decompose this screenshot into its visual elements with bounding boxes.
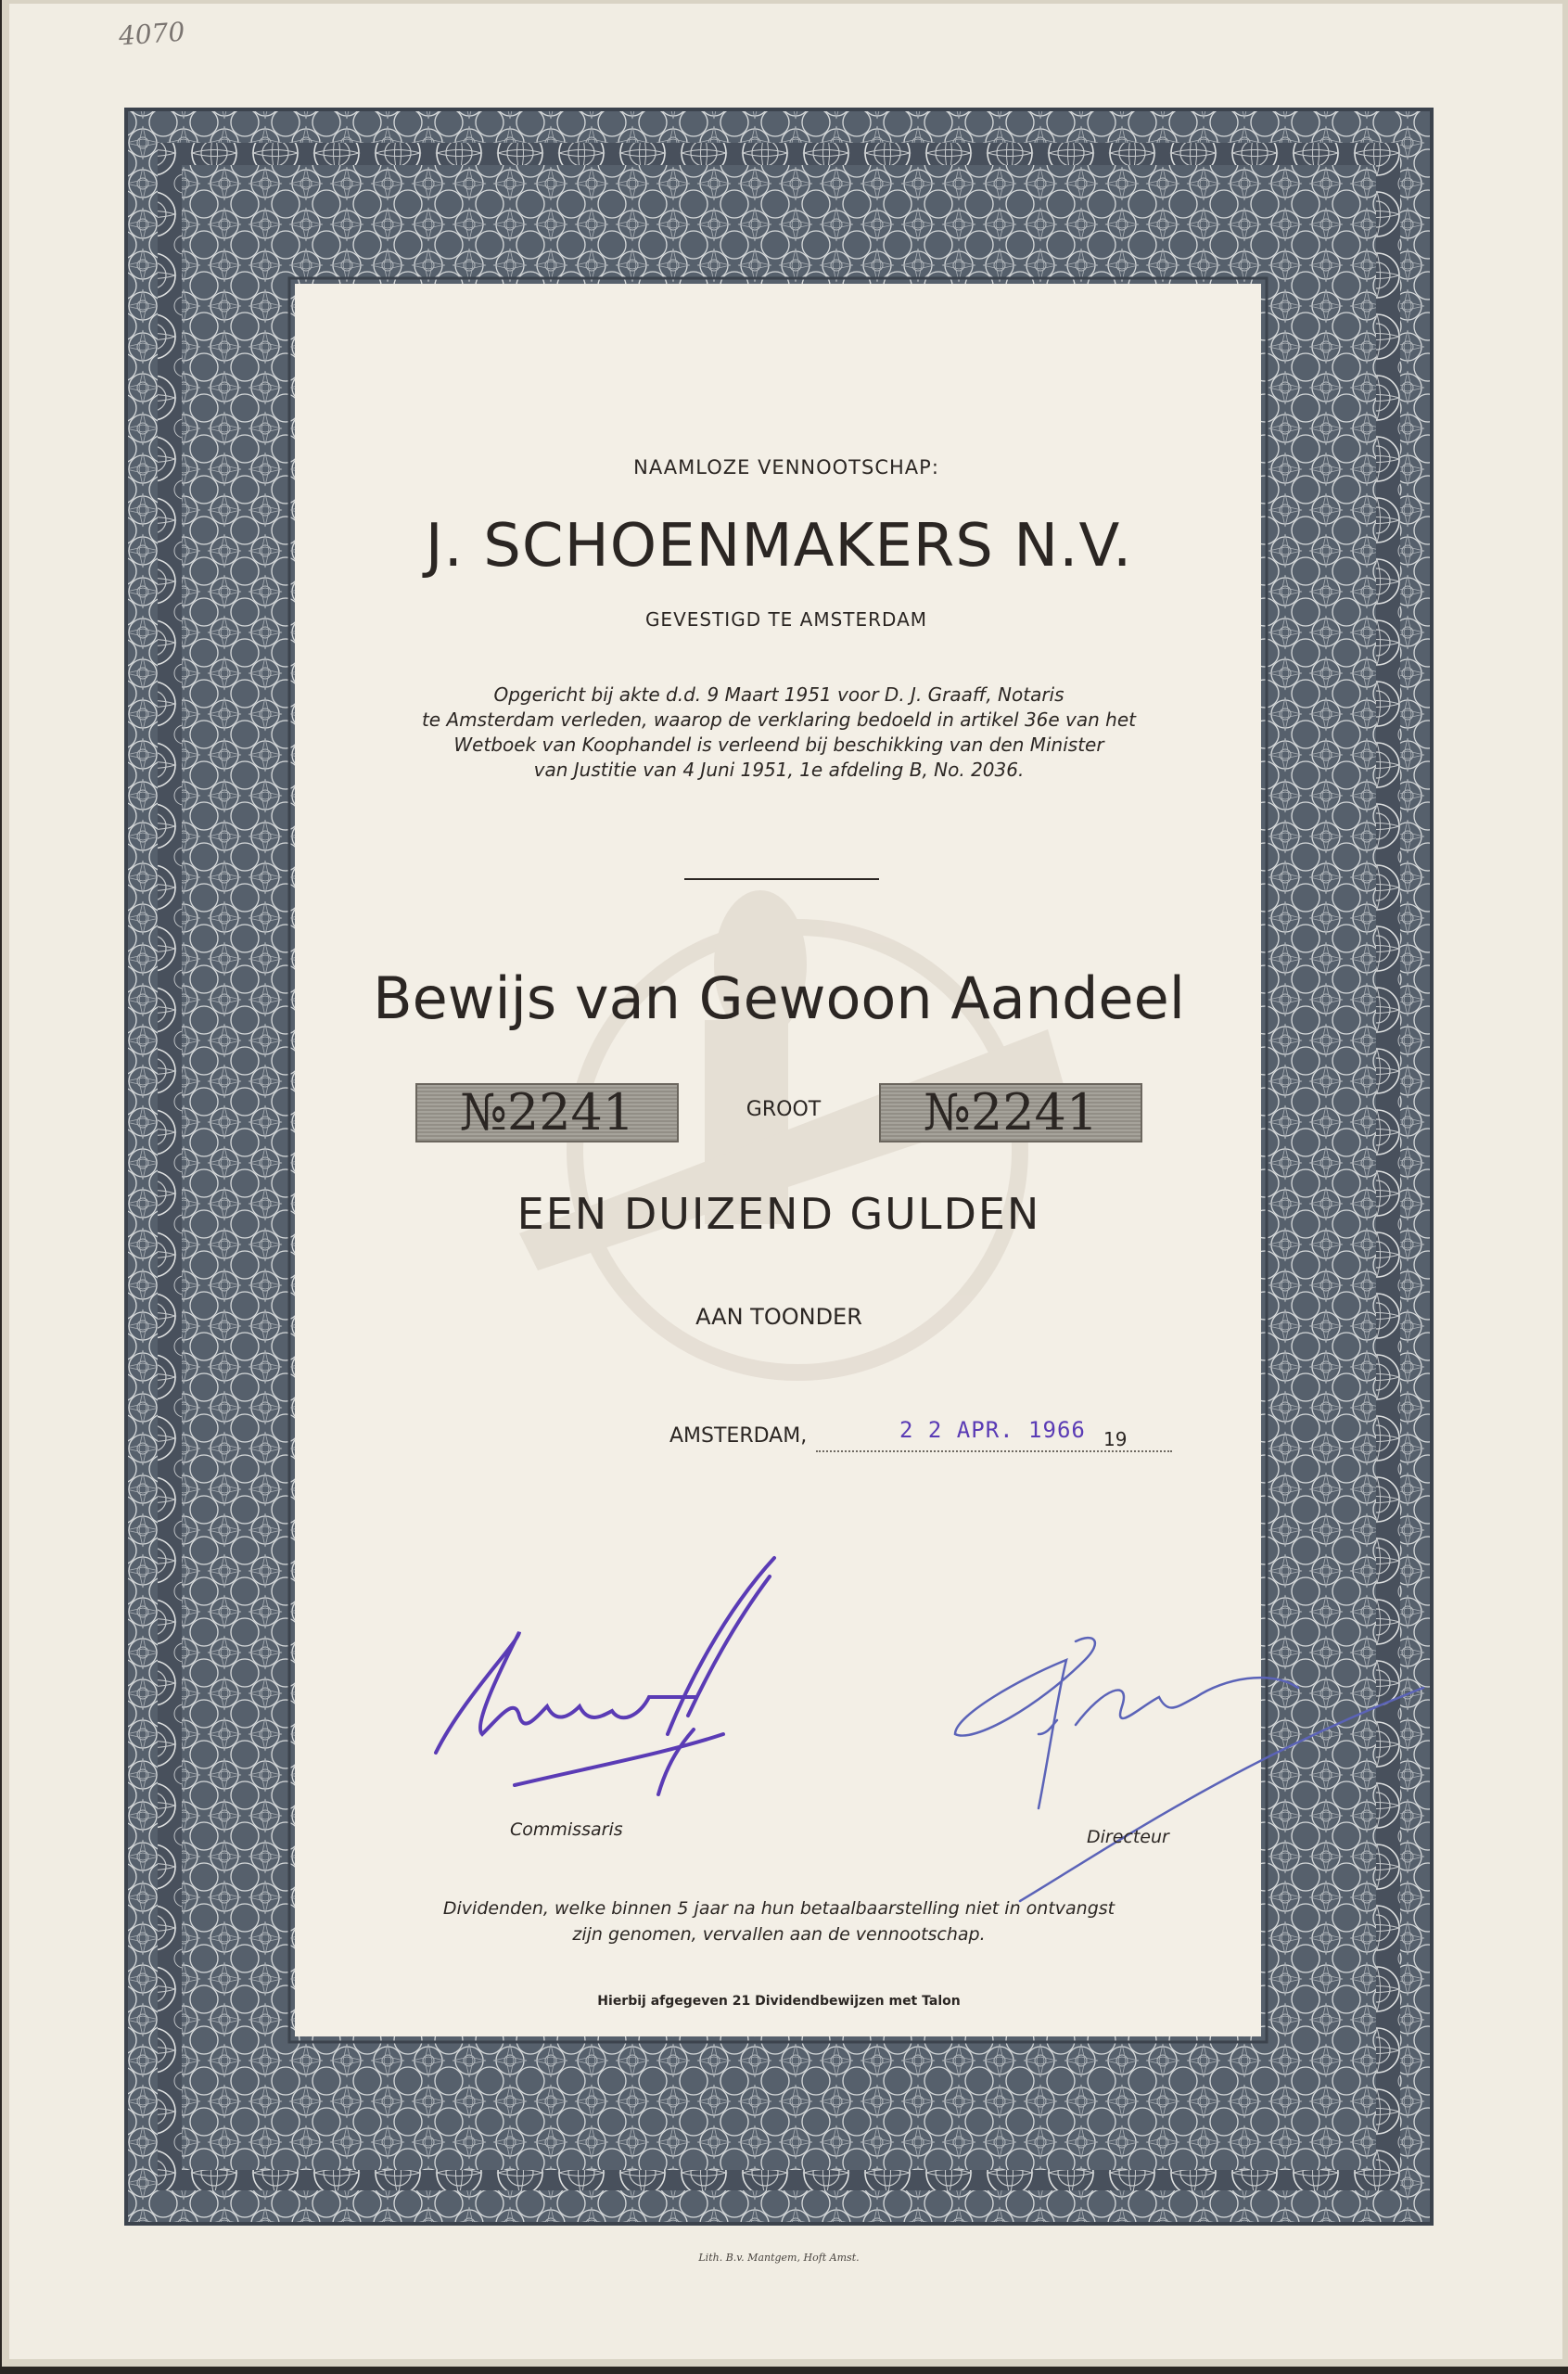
certificate-number-left: №2241 — [415, 1083, 679, 1142]
date-dotted-line — [816, 1450, 1172, 1452]
coupons-note: Hierbij afgegeven 21 Dividendbewijzen met Talon — [597, 1994, 961, 2009]
printer-credit: Lith. B.v. Mantgem, Hoft Amst. — [698, 2252, 860, 2264]
dividend-line: Dividenden, welke binnen 5 jaar na hun betaalbaarstelling niet in ontvangst — [442, 1898, 1115, 1919]
date-stamp: 2 2 APR. 1966 — [899, 1417, 1086, 1443]
dividend-note — [334, 1895, 1224, 1947]
company-name: J. SCHOENMAKERS N.V. — [425, 512, 1133, 581]
certificate-title: Bewijs van Gewoon Aandeel — [373, 964, 1185, 1032]
groot-label: GROOT — [746, 1098, 822, 1121]
company-seat: GEVESTIGD TE AMSTERDAM — [644, 608, 928, 631]
year-prefix: 19 — [1103, 1428, 1128, 1450]
founding-line: Opgericht bij akte d.d. 9 Maart 1951 voor D. J. Graaff, Notaris — [493, 683, 1064, 706]
founding-line: van Justitie van 4 Juni 1951, 1e afdeling B, No. 2036. — [533, 759, 1025, 781]
place-label: AMSTERDAM, — [669, 1424, 808, 1448]
bearer-text: AAN TOONDER — [695, 1304, 862, 1330]
pencil-note: 4070 — [117, 16, 186, 52]
founding-line: te Amsterdam verleden, waarop de verklaring bedoeld in artikel 36e van het — [421, 708, 1137, 731]
signatory-label-directeur: Directeur — [1087, 1827, 1169, 1847]
amount-text: EEN DUIZEND GULDEN — [516, 1189, 1041, 1239]
certificate-number-right: №2241 — [879, 1083, 1142, 1142]
dividend-line: zijn genomen, vervallen aan de vennootschap. — [572, 1924, 986, 1945]
founding-line: Wetboek van Koophandel is verleend bij beschikking van den Minister — [453, 734, 1104, 756]
company-type: NAAMLOZE VENNOOTSCHAP: — [633, 456, 939, 479]
founding-text — [334, 683, 1224, 783]
signatory-label-commissaris: Commissaris — [510, 1819, 623, 1840]
